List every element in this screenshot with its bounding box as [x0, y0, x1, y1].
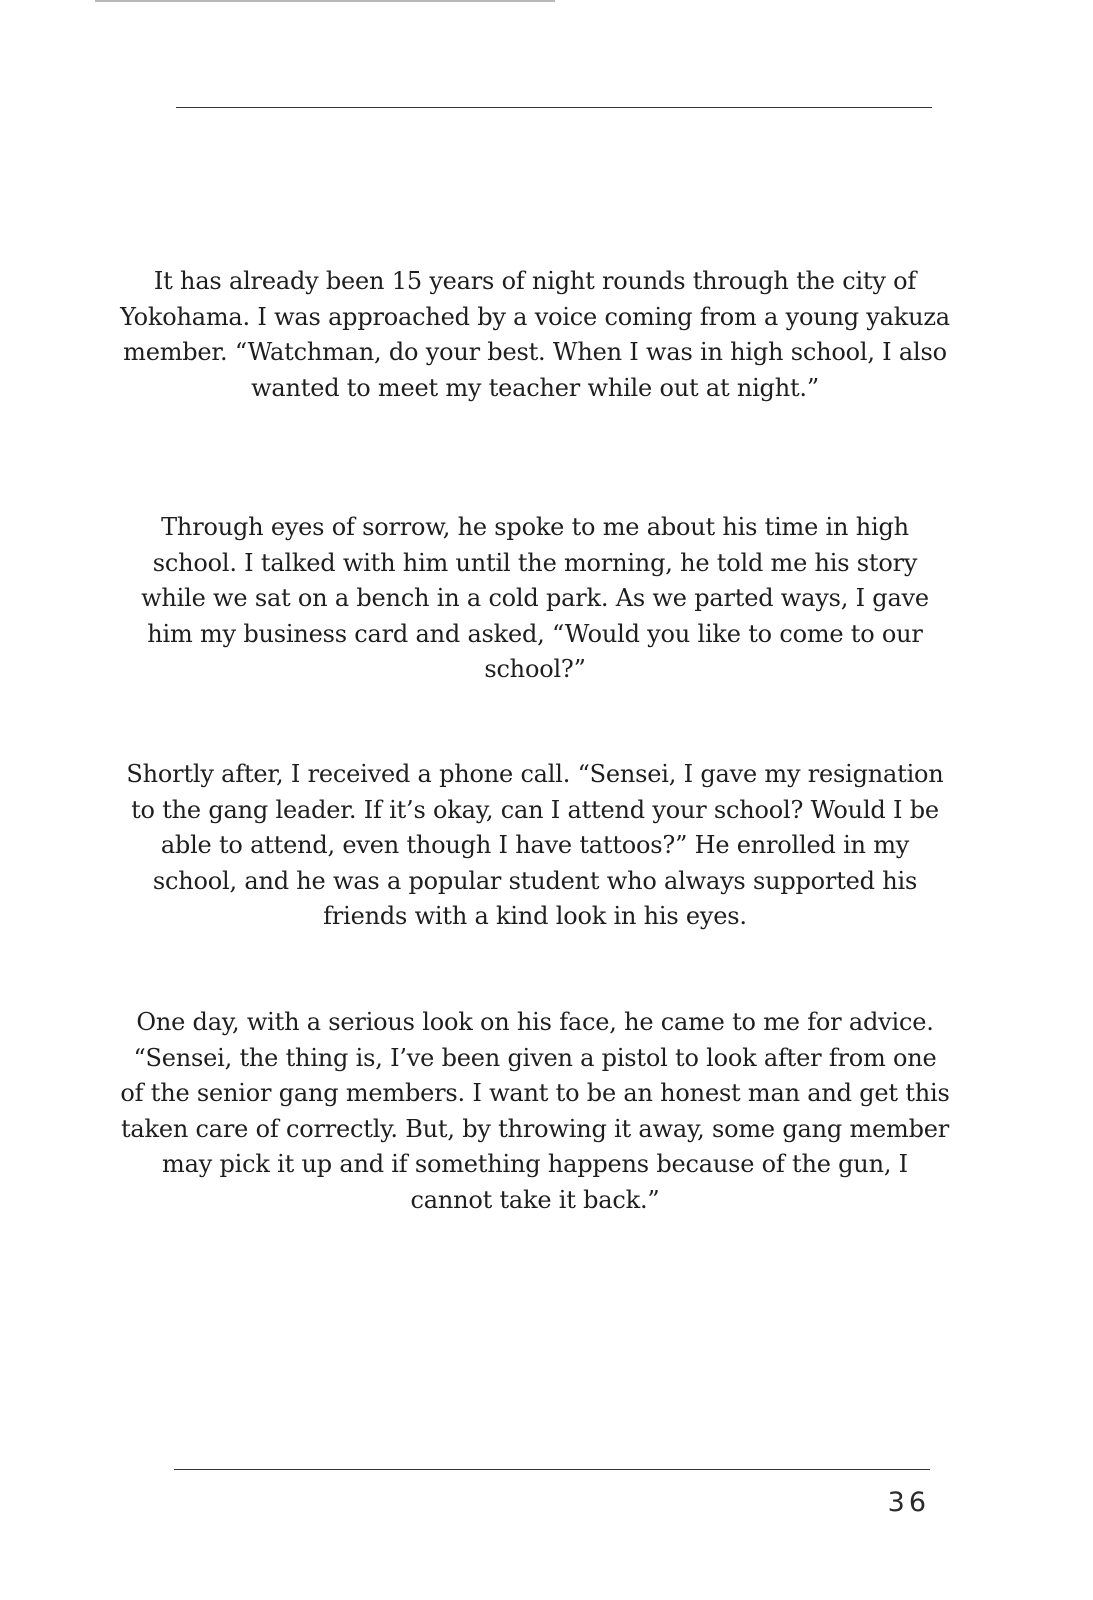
- paragraph-3: Shortly after, I received a phone call. “Sensei, I gave my resignation to the gang leader. If it’s okay, can I attend your school? Would I be able to attend, even though I have tattoos?” He enrolled in my school, and he was a popular student who always supported his friends with a kind look in his eyes.: [126, 760, 944, 930]
- paragraph-1: It has already been 15 years of night rounds through the city of Yokohama. I was approached by a voice coming from a young yakuza member. “Watchman, do your best. When I was in high school, I also wanted to meet my teacher while out at night.”: [120, 267, 950, 402]
- scan-edge-mark: [95, 0, 555, 2]
- paragraph-2: Through eyes of sorrow, he spoke to me about his time in high school. I talked with him until the morning, he told me his story while we sat on a bench in a cold park. As we parted ways, I gave him my business card and asked, “Would you like to come to our school?”: [141, 513, 929, 683]
- page-number: 36: [887, 1487, 930, 1518]
- header-rule: [176, 107, 932, 108]
- footer-rule: [174, 1469, 930, 1470]
- paragraph-4: One day, with a serious look on his face, he came to me for advice. “Sensei, the thing is, I’ve been given a pistol to look after from one of the senior gang members. I want to be an honest man and get this taken care of correctly. But, by throwing it away, some gang member may pick it up and if something happens because of the gun, I cannot take it back.”: [120, 1008, 950, 1214]
